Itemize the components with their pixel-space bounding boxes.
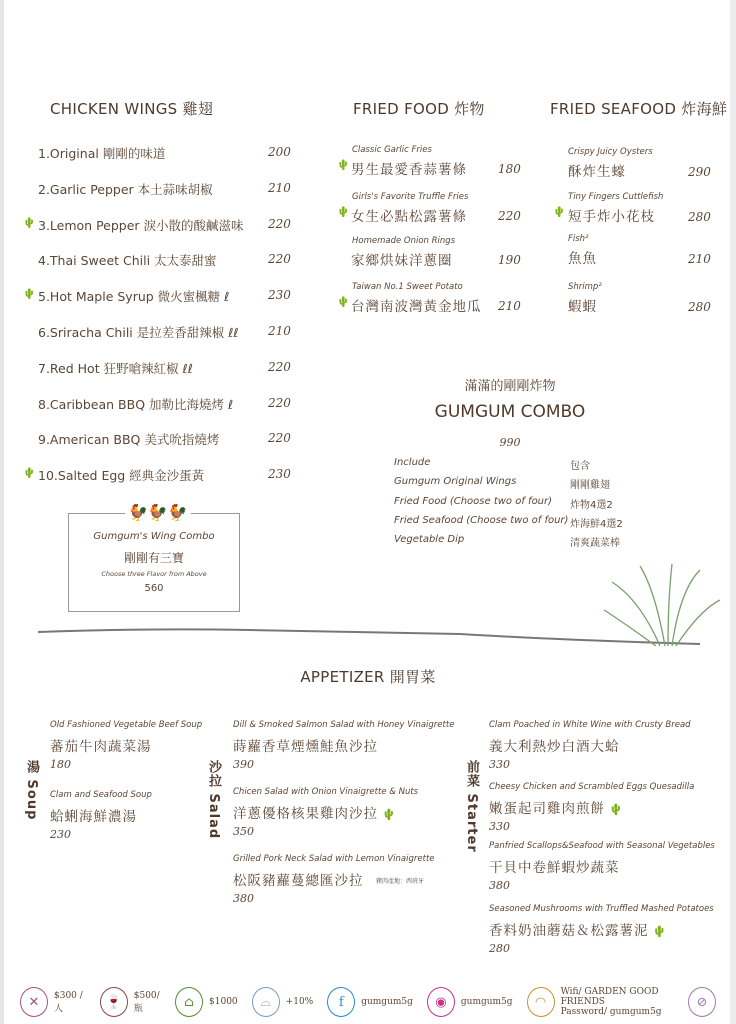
soup-item-price: 230 bbox=[50, 828, 71, 841]
page-edge-left bbox=[0, 0, 4, 1024]
seafood-item-en: Fish² bbox=[568, 234, 589, 244]
wing-item-price: 210 bbox=[268, 180, 291, 195]
fried-item-price: 220 bbox=[498, 209, 521, 223]
salad-item-price: 350 bbox=[233, 825, 254, 838]
footer-text bbox=[286, 997, 314, 1007]
seafood-item-en: Crispy Juicy Oysters bbox=[568, 147, 653, 157]
soup-item-en: Old Fashioned Vegetable Beef Soup bbox=[50, 720, 203, 730]
combo-row-zh: 清爽蔬菜棒 bbox=[570, 538, 620, 550]
salad-label: 沙拉 Salad bbox=[206, 760, 221, 840]
fried-item-zh: 家鄉烘妹洋蔥圈 bbox=[351, 253, 453, 269]
wing-item-name: 9.American BBQ 美式吮指燒烤 bbox=[38, 432, 220, 448]
wing-combo-price: 560 bbox=[144, 583, 164, 594]
soup-item-zh: 蕃茄牛肉蔬菜湯 bbox=[50, 739, 152, 755]
seafood-item-zh: 酥炸生蠔 bbox=[568, 164, 626, 180]
divider-line bbox=[38, 629, 700, 644]
footer-text-line: +10% bbox=[285, 997, 314, 1007]
cactus-vegetarian-icon: 🌵 bbox=[337, 207, 350, 218]
cactus-vegetarian-icon: 🌵 bbox=[553, 207, 566, 218]
combo-row-zh: 炸海鮮4選2 bbox=[570, 518, 623, 530]
fried-item-price: 210 bbox=[498, 299, 521, 313]
footer-text-line: Password/ gumgum5g bbox=[560, 1007, 662, 1017]
fried-item-en: Taiwan No.1 Sweet Potato bbox=[352, 282, 463, 292]
appetizer-title: APPETIZER 開胃菜 bbox=[300, 668, 436, 686]
gumgum-combo-title: GUMGUM COMBO bbox=[434, 402, 586, 422]
no-outside-food-icon: ⊘ bbox=[688, 987, 716, 1017]
wing-item-price: 210 bbox=[268, 324, 291, 338]
salad-item-zh: 松阪豬蘿蔓總匯沙拉 bbox=[233, 873, 364, 889]
seafood-item-price: 210 bbox=[688, 252, 711, 266]
starter-item-en: Cheesy Chicken and Scrambled Eggs Quesadilla bbox=[489, 782, 695, 792]
cactus-vegetarian-icon: 🌵 bbox=[23, 217, 36, 229]
seafood-item-price: 280 bbox=[688, 210, 711, 224]
salad-item-note: 豬肉產地：西班牙 bbox=[376, 878, 425, 885]
salad-item-zh-text: 洋蔥優格核果雞肉沙拉 bbox=[233, 806, 378, 822]
wing-item-name: 5.Hot Maple Syrup 微火蜜楓糖 ℓ bbox=[38, 289, 230, 305]
cactus-vegetarian-icon: 🌵 bbox=[609, 803, 624, 816]
combo-row-en: Vegetable Dip bbox=[394, 534, 465, 546]
footer-text bbox=[561, 987, 674, 1017]
seafood-item-price: 280 bbox=[688, 300, 711, 314]
rooster-icons: 🐓🐓🐓 bbox=[125, 503, 191, 522]
starter-item-zh-text: 香料奶油蘑菇＆松露薯泥 bbox=[489, 923, 649, 939]
combo-row-zh: 包含 bbox=[570, 461, 590, 472]
cactus-vegetarian-icon: 🌵 bbox=[23, 468, 36, 480]
cactus-vegetarian-icon: 🌵 bbox=[652, 925, 668, 938]
starter-item-price: 330 bbox=[489, 820, 510, 833]
footer-text-line: Wifi/ GARDEN GOOD FRIENDS bbox=[560, 987, 659, 1007]
starter-item-price: 330 bbox=[489, 758, 510, 771]
seafood-item-en: Shrimp² bbox=[568, 282, 602, 292]
divider-and-aloe bbox=[0, 560, 736, 660]
cactus-vegetarian-icon: 🌵 bbox=[23, 289, 36, 301]
wing-item-price: 220 bbox=[268, 431, 291, 446]
fried-item-zh: 男生最愛香蒜薯條 bbox=[351, 162, 467, 178]
starter-item-en: Panfried Scallops&Seafood with Seasonal Vegetables bbox=[489, 841, 715, 851]
footer-text bbox=[54, 991, 86, 1014]
fried-item-zh: 台灣南波灣黃金地瓜 bbox=[351, 299, 482, 315]
gumgum-combo-subtitle: 滿滿的剛剛炸物 bbox=[464, 379, 556, 394]
fried-seafood-title: FRIED SEAFOOD 炸海鮮 bbox=[550, 100, 728, 118]
chicken-wings-title: CHICKEN WINGS 雞翅 bbox=[50, 100, 214, 118]
wing-item-name: 2.Garlic Pepper 本土蒜味胡椒 bbox=[38, 181, 213, 197]
starter-item-zh: 義大利熱炒白酒大蛤 bbox=[489, 739, 620, 755]
wing-item-name: 4.Thai Sweet Chili 太太泰甜蜜 bbox=[38, 253, 217, 269]
footer-text-line: $300 / 人 bbox=[54, 990, 83, 1014]
page-edge-right bbox=[730, 0, 736, 1024]
wing-item-price: 220 bbox=[268, 395, 291, 410]
wing-item-price: 230 bbox=[268, 288, 291, 303]
starter-item-en: Clam Poached in White Wine with Crusty Bread bbox=[489, 720, 691, 730]
service-tray-icon: ⌓ bbox=[252, 987, 280, 1017]
combo-row-zh: 剛剛雞翅 bbox=[570, 480, 610, 492]
salad-item-en: Chicen Salad with Onion Vinaigrette & Nuts bbox=[233, 787, 419, 797]
utensils-icon: ✕ bbox=[20, 987, 48, 1017]
seafood-item-zh: 短手炸小花枝 bbox=[568, 209, 655, 225]
footer-text-line: $1000 bbox=[209, 997, 238, 1007]
wine-bottle-icon: 🍷 bbox=[100, 987, 128, 1017]
fried-item-price: 190 bbox=[498, 253, 521, 267]
seafood-item-zh: 蝦蝦 bbox=[568, 299, 597, 315]
wing-item-name: 7.Red Hot 狂野嗆辣紅椒 ℓℓ bbox=[38, 360, 193, 376]
instagram-icon: ◉ bbox=[427, 987, 455, 1017]
salad-item-price: 390 bbox=[233, 758, 254, 771]
combo-row-en: Fried Food (Choose two of four) bbox=[394, 495, 553, 507]
starter-label: 前菜 Starter bbox=[464, 760, 479, 853]
footer-info-bar bbox=[20, 982, 716, 1022]
wing-item-name: 1.Original 剛剛的味道 bbox=[38, 146, 166, 161]
footer-text bbox=[361, 997, 413, 1007]
salad-item-en: Dill & Smoked Salmon Salad with Honey Vinaigrette bbox=[233, 720, 455, 730]
combo-row-en: Fried Seafood (Choose two of four) bbox=[394, 514, 569, 526]
salad-item-price: 380 bbox=[233, 892, 254, 905]
starter-item-en: Seasoned Mushrooms with Truffled Mashed Potatoes bbox=[489, 904, 714, 914]
wing-item-price: 200 bbox=[268, 145, 291, 159]
soup-item-price: 180 bbox=[50, 758, 71, 771]
wing-combo-title: Gumgum's Wing Combo bbox=[93, 531, 215, 542]
fried-item-en: Classic Garlic Fries bbox=[352, 145, 432, 155]
soup-item-en: Clam and Seafood Soup bbox=[50, 790, 152, 800]
wing-item-price: 220 bbox=[268, 252, 291, 267]
fried-item-zh: 女生必點松露薯條 bbox=[351, 209, 467, 225]
cake-icon: ⌂ bbox=[175, 987, 203, 1017]
footer-text bbox=[209, 997, 238, 1007]
starter-item-price: 280 bbox=[489, 942, 510, 955]
footer-text-line: gumgum5g bbox=[361, 997, 413, 1007]
fried-item-en: Girls's Favorite Truffle Fries bbox=[352, 192, 469, 202]
starter-item-price: 380 bbox=[489, 879, 510, 892]
salad-item-zh bbox=[233, 802, 397, 822]
footer-text-line: $500/瓶 bbox=[133, 990, 160, 1014]
wing-combo-note: Choose three Flavor from Above bbox=[101, 570, 207, 578]
wing-item-price: 220 bbox=[268, 359, 291, 374]
aloe-plant-icon bbox=[604, 564, 720, 646]
footer-text bbox=[134, 991, 161, 1014]
wifi-icon: ◠ bbox=[527, 987, 555, 1017]
footer-text bbox=[461, 997, 513, 1007]
starter-item-zh: 干貝中卷鮮蝦炒蔬菜 bbox=[489, 860, 620, 876]
cactus-vegetarian-icon: 🌵 bbox=[337, 160, 350, 171]
fried-food-title: FRIED FOOD 炸物 bbox=[353, 100, 485, 118]
salad-item-zh: 蒔蘿香草煙燻鮭魚沙拉 bbox=[233, 739, 378, 755]
seafood-item-zh: 魚魚 bbox=[568, 251, 597, 267]
gumgum-combo-price: 990 bbox=[499, 436, 521, 449]
soup-item-zh: 蛤蜊海鮮濃湯 bbox=[50, 809, 137, 825]
fried-item-price: 180 bbox=[498, 162, 521, 176]
cactus-vegetarian-icon: 🌵 bbox=[382, 808, 397, 821]
facebook-icon: f bbox=[327, 987, 355, 1017]
combo-row-en: Include bbox=[394, 457, 431, 468]
seafood-item-en: Tiny Fingers Cuttlefish bbox=[568, 192, 664, 202]
wing-item-name: 8.Caribbean BBQ 加勒比海燒烤 ℓ bbox=[38, 396, 234, 412]
combo-row-en: Gumgum Original Wings bbox=[394, 476, 517, 488]
starter-item-zh-text: 嫩蛋起司雞肉煎餅 bbox=[489, 801, 605, 817]
footer-text-line: gumgum5g bbox=[460, 997, 513, 1007]
soup-label: 湯 Soup bbox=[24, 760, 39, 821]
combo-row-zh: 炸物4選2 bbox=[570, 499, 613, 511]
wing-item-name: 10.Salted Egg 經典金沙蛋黃 bbox=[38, 468, 205, 484]
wing-item-name: 3.Lemon Pepper 淚小散的酸鹹滋味 bbox=[38, 217, 244, 233]
salad-item-en: Grilled Pork Neck Salad with Lemon Vinaigrette bbox=[233, 854, 435, 864]
wing-combo-zh: 剛剛有三寶 bbox=[123, 551, 184, 565]
starter-item-zh bbox=[489, 919, 667, 939]
seafood-item-price: 290 bbox=[688, 165, 711, 179]
wing-item-name: 6.Sriracha Chili 是拉差香甜辣椒 ℓℓ bbox=[38, 325, 239, 340]
cactus-vegetarian-icon: 🌵 bbox=[337, 297, 350, 308]
starter-item-zh bbox=[489, 797, 624, 817]
wing-item-price: 220 bbox=[268, 216, 291, 231]
wing-item-price: 230 bbox=[268, 467, 291, 482]
fried-item-en: Homemade Onion Rings bbox=[352, 236, 456, 246]
